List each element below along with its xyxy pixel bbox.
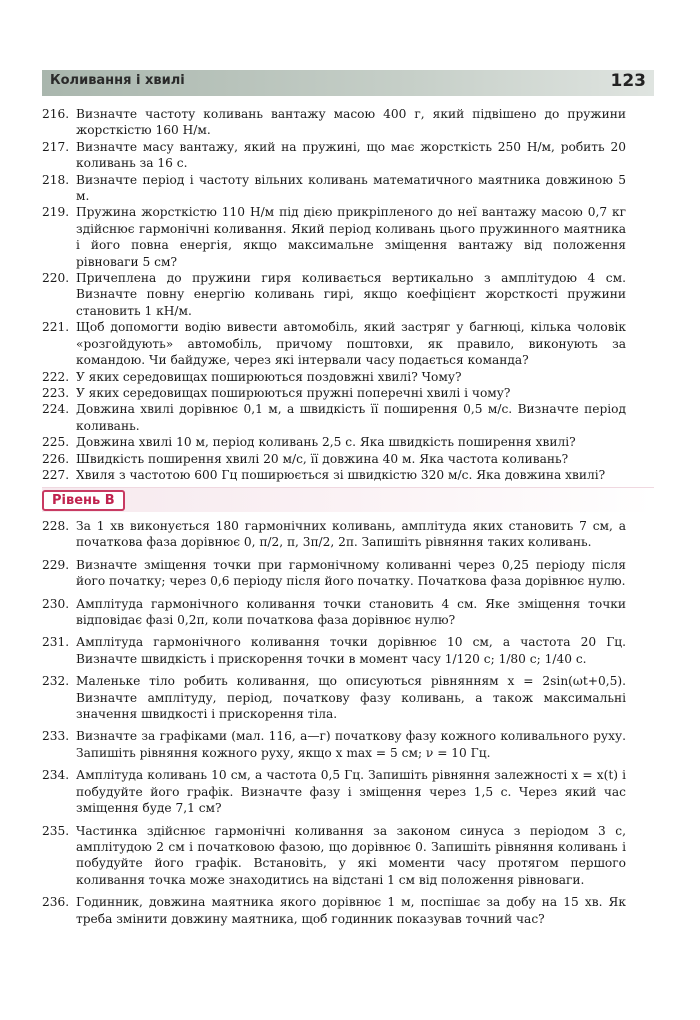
problem-227: 227. Хвиля з частотою 600 Гц поширюється зі швидкістю 320 м/с. Яка довжина хвилі? xyxy=(42,467,606,482)
page-number: 123 xyxy=(610,71,646,91)
problem-list-b xyxy=(42,518,626,933)
chapter-title: Коливання і хвилі xyxy=(50,73,185,88)
problem-216: 216. Визначте частоту коливань вантажу масою 400 г, який підвішено до пружини жорсткістю 160 Н/м. xyxy=(42,107,626,138)
problem-222: 222. У яких середовищах поширюються поздовжні хвилі? Чому? xyxy=(42,369,462,384)
problem-232: 232. Маленьке тіло робить коливання, що описуються рівнянням x = 2sin(ωt+0,5). Визначте амплітуду, період, початкову фазу коливань, а також максимальні значення швидкості і прискорення тіла. xyxy=(42,674,626,722)
problem-230: 230. Амплітуда гармонічного коливання точки становить 4 см. Яке зміщення точки відповідає фазі 0,2π, коли початкова фаза дорівнює нулю? xyxy=(42,596,626,628)
problem-219: 219. Пружина жорсткістю 110 Н/м під дією прикріпленого до неї вантажу масою 0,7 кг здійснює гармонічні коливання. Який період коливань цього пружинного маятника і його повна енергія, якщо максимальне зміщення вантажу від положення рівноваги 5 см? xyxy=(42,205,626,269)
problem-223: 223. У яких середовищах поширюються пружні поперечні хвилі і чому? xyxy=(42,385,511,400)
problem-226: 226. Швидкість поширення хвилі 20 м/с, її довжина 40 м. Яка частота коливань? xyxy=(42,451,569,466)
problem-220: 220. Причеплена до пружини гиря коливається вертикально з амплітудою 4 см. Визначте повну енергію коливань гирі, якщо коефіцієнт жорсткості пружини становить 1 кН/м. xyxy=(42,271,626,318)
problem-235: 235. Частинка здійснює гармонічні коливання за законом синуса з періодом 3 с, амплітудою 2 см і початковою фазою, що дорівнює 0. Запишіть рівняння коливань і побудуйте його графік. Встановіть, у які моменти часу протягом першого коливання точка може знаходитись на відстані 1 см від положення рівноваги. xyxy=(42,823,626,887)
problem-221: 221. Щоб допомогти водію вивести автомобіль, який застряг у багнюці, кілька чоловік «розгойдують» автомобіль, причому поштовхи, як правило, виконують за командою. Чи байдуже, через які інтервали часу подається команда? xyxy=(42,320,626,368)
level-b-label: Рівень В xyxy=(42,490,125,511)
problem-228: 228. За 1 хв виконується 180 гармонічних коливань, амплітуда яких становить 7 см, а початкова фаза дорівнює 0, π/2, π, 3π/2, 2π. Запишіть рівняння таких коливань. xyxy=(42,519,626,550)
level-b-banner xyxy=(42,487,654,512)
page-header xyxy=(42,70,654,96)
problem-231: 231. Амплітуда гармонічного коливання точки дорівнює 10 см, а частота 20 Гц. Визначте швидкість і прискорення точки в момент часу 1/120 с; 1/80 с; 1/40 с. xyxy=(42,635,626,666)
problem-218: 218. Визначте період і частоту вільних коливань математичного маятника довжиною 5 м. xyxy=(42,172,626,204)
problem-217: 217. Визначте масу вантажу, який на пружині, що має жорсткість 250 Н/м, робить 20 коливань за 16 с. xyxy=(42,139,626,171)
problem-234: 234. Амплітуда коливань 10 см, а частота 0,5 Гц. Запишіть рівняння залежності x = x(t) і побудуйте його графік. Визначте фазу і зміщення через 1,5 с. Через який час зміщення буде 7,1 см? xyxy=(42,768,626,816)
problem-229: 229. Визначте зміщення точки при гармонічному коливанні через 0,25 періоду після його початку; через 0,6 періоду після його початку. Початкова фаза дорівнює нулю. xyxy=(42,557,626,589)
problem-236: 236. Годинник, довжина маятника якого дорівнює 1 м, поспішає за добу на 15 хв. Як треба змінити довжину маятника, щоб годинник показував точний час? xyxy=(42,895,626,926)
problem-list-a xyxy=(42,106,626,483)
problem-225: 225. Довжина хвилі 10 м, період коливань 2,5 с. Яка швидкість поширення хвилі? xyxy=(42,435,576,450)
problem-224: 224. Довжина хвилі дорівнює 0,1 м, а швидкість її поширення 0,5 м/с. Визначте період коливань. xyxy=(42,402,626,433)
problem-233: 233. Визначте за графіками (мал. 116, а—г) початкову фазу кожного коливального руху. Запишіть рівняння кожного руху, якщо x max = 5 см; ν = 10 Гц. xyxy=(42,729,626,760)
